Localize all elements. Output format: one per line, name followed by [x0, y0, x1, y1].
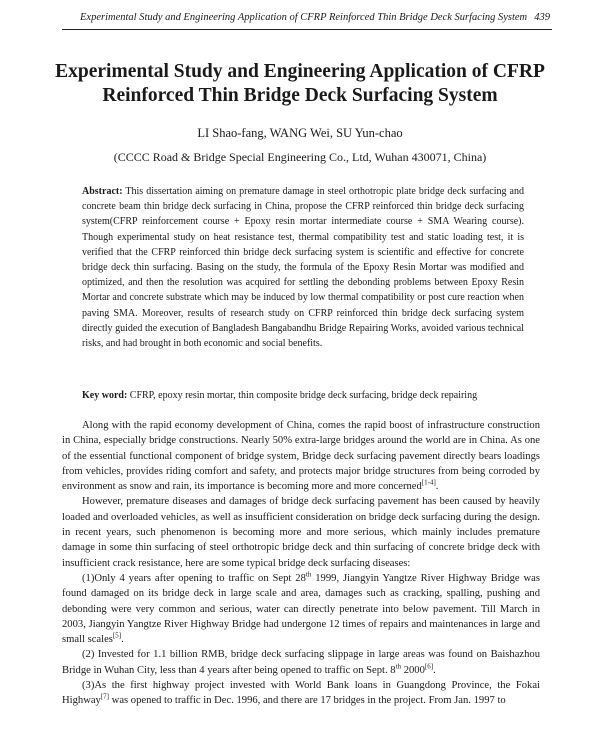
running-title: Experimental Study and Engineering Application of CFRP Reinforced Thin Bridge Deck Surfacing System — [80, 12, 528, 23]
paragraph-text: 2000 — [401, 664, 425, 676]
paragraph-text: (1)Only 4 years after opening to traffic on Sept 28 — [82, 572, 306, 584]
body-text — [62, 418, 540, 709]
paragraph — [62, 678, 540, 709]
paper-title — [40, 60, 560, 108]
paragraph-text: (3)As the first highway project invested with World Bank loans in Guangdong Province, the Fokai Highway — [62, 680, 540, 707]
paragraph-text: 1999, Jiangyin Yangtze River Highway Bridge was found damaged on its bridge deck in large scale and area, damages such as cracking, spalling, pushing and debonding were very common and serious, water can directly penetrate into below pavement. Till March in 2003, Jiangyin Yangtze River Highway Bridge had undergone 12 times of repairs and maintenances in large and small scales — [62, 572, 540, 646]
citation: [7] — [100, 692, 110, 701]
paragraph: (2) Invested for 1.1 billion RMB, bridge deck surfacing slippage in large areas was found on Baishazhou Bridge in Wuhan City, less than 4 years after being opened to traffic on Sept. 8th 2000[6]. — [62, 649, 540, 676]
citation: [1-4] — [421, 478, 436, 487]
keywords-label: Key word: — [82, 390, 128, 401]
authors: LI Shao-fang, WANG Wei, SU Yun-chao — [197, 126, 403, 140]
citation: [5] — [112, 631, 122, 640]
citation: [6] — [424, 662, 434, 671]
header-rule — [62, 29, 552, 30]
keywords — [82, 388, 524, 403]
paragraph: (1)Only 4 years after opening to traffic on Sept 28th 1999, Jiangyin Yangtze River Highway Bridge was found damaged on its bridge deck in large scale and area, damages such as cracking, spalling, pushing and debonding were very common and serious, water can directly penetrate into below pavement. Till March in 2003, Jiangyin Yangtze River Highway Bridge had undergone 12 times of repairs and maintenances in large and small scales[5]. — [62, 570, 540, 646]
page-number: 439 — [534, 12, 550, 23]
keywords-text: CFRP, epoxy resin mortar, thin composite bridge deck surfacing, bridge deck repairing — [129, 390, 478, 401]
paragraph: Along with the rapid economy development of China, comes the rapid boost of infrastructure construction in China, especially bridge constructions. Nearly 50% extra-large bridges around the world are in China. As one of the essential functional component of bridge system, Bridge deck surfacing pavement directly bears loadings from vehicles, provides riding comfort and safety, and protects major bridge structures from being corroded by environment as snow and rain, its importance is becoming more and more concerned[1-4]. — [62, 420, 540, 493]
paragraph-text: (2) Invested for 1.1 billion RMB, bridge deck surfacing slippage in large areas was found on Baishazhou Bridge in Wuhan City, less than 4 years after being opened to traffic on Sept. 8 — [62, 649, 540, 676]
paragraph-text: was opened to traffic in Dec. 1996, and there are 17 bridges in the project. From Jan. 1997 to — [109, 695, 506, 707]
paragraph — [62, 494, 540, 570]
abstract-text: This dissertation aiming on premature damage in steel orthotropic plate bridge deck surfacing and concrete beam thin bridge deck surfacing in China, propose the CFRP reinforced thin bridge deck surfacing system(CFRP reinforcement course + Epoxy resin mortar intermediate course + SMA Wearing course). Though experimental study on heat resistance test, thermal compatibility test and static loading test, it is verified that the CFRP reinforced thin bridge deck surfacing system is scientific and effective for concrete bridge deck thin surfacing. Basing on the study, the formula of the Epoxy Resin Mortar was modified and optimized, and then the resolution was acquired for settling the debonding problems between Epoxy Resin Mortar and concrete substrate which may be induced by low thermal compatibility or post cure reaction when paving SMA. Moreover, results of research study on CFRP reinforced thin bridge deck surfacing system directly guided the execution of Bangladesh Bangabandhu Bridge Repairing Works, avoided various technical risks, and had brought in both economic and social benefits. — [82, 186, 524, 350]
affiliation: (CCCC Road & Bridge Special Engineering Co., Ltd, Wuhan 430071, China) — [113, 150, 487, 164]
superscript: th — [305, 570, 312, 579]
paragraph-text: Along with the rapid economy development of China, comes the rapid boost of infrastructure construction in China, especially bridge constructions. Nearly 50% extra-large bridges around the world are in China. As one of the essential functional component of bridge system, Bridge deck surfacing pavement directly bears loadings from vehicles, provides riding comfort and safety, and protects major bridge structures from being corroded by environment as snow and rain, its importance is becoming more and more concerned — [62, 420, 540, 493]
paragraph-text: However, premature diseases and damages of bridge deck surfacing pavement has been caused by heavily loaded and overloaded vehicles, as well as insufficient consideration on bridge deck surfacing during the design. in recent years, such phenomenon is becoming more and more serious, which mainly includes premature damage in some thin surfacing of steel orthotropic bridge deck and thin surfacing of concrete bridge deck with insufficient crack resistance, here are some typical bridge deck surfacing diseases: — [62, 496, 540, 569]
superscript: th — [395, 662, 402, 671]
abstract-label: Abstract: — [82, 186, 123, 197]
title-line-2: Reinforced Thin Bridge Deck Surfacing System — [102, 85, 498, 106]
title-line-1: Experimental Study and Engineering Application of CFRP — [55, 61, 545, 82]
abstract — [82, 184, 524, 351]
